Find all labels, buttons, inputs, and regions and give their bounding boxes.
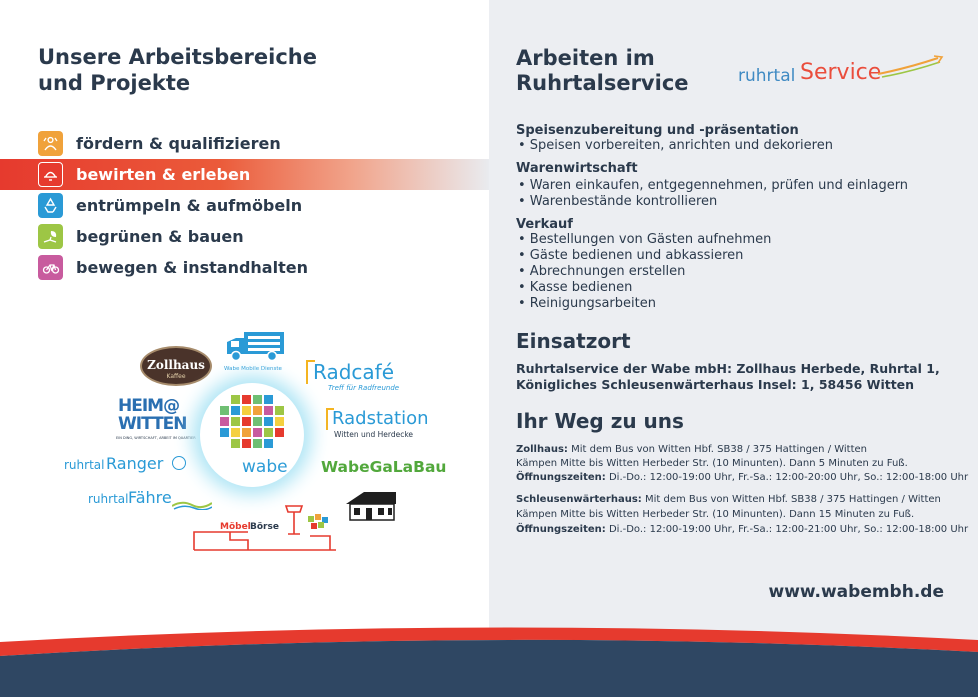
area-item-foerdern xyxy=(0,128,489,159)
zollhaus-logo-sub: Kaffee xyxy=(166,373,186,380)
schleuse-hours xyxy=(516,522,968,537)
mobile-dienste-text: Wabe Mobile Dienste xyxy=(224,366,282,372)
section-heading: Speisenzubereitung und -präsentation xyxy=(516,123,799,138)
globe-tile xyxy=(253,417,262,426)
boerse-text: Börse xyxy=(250,522,279,532)
radcafe-text: Radcafé xyxy=(313,360,395,384)
einsatzort-line2: Königliches Schleusenwärterhaus Insel: 1, 58456 Witten xyxy=(516,377,915,392)
radstation-sub: Witten und Herdecke xyxy=(334,430,414,439)
radcafe-sub: Treff für Radfreunde xyxy=(328,384,400,392)
ranger-prefix: ruhrtal xyxy=(64,458,105,472)
zollhaus-logo-text: Zollhaus xyxy=(147,358,205,372)
brand-prefix: ruhrtal xyxy=(738,66,796,86)
area-item-begruenen xyxy=(0,221,489,252)
globe-tile xyxy=(275,417,284,426)
area-label: bewegen & instandhalten xyxy=(76,258,308,277)
area-label: bewirten & erleben xyxy=(76,165,251,184)
globe-tile xyxy=(253,406,262,415)
radcafe-logo xyxy=(306,360,406,396)
heimat-witten-logo xyxy=(116,396,196,444)
heimat-text: HEIM@ xyxy=(118,396,180,416)
globe-tile xyxy=(264,428,273,437)
globe-tile xyxy=(231,428,240,437)
globe-tile xyxy=(231,406,240,415)
zollhaus-route-line2: Kämpen Mitte bis Witten Herbeder Str. (10 Minunten). Dann 5 Minuten zu Fuß. xyxy=(516,458,908,469)
area-list xyxy=(0,128,489,283)
area-label: entrümpeln & aufmöbeln xyxy=(76,196,303,215)
zollhaus-route-line1 xyxy=(516,442,867,457)
right-title-line1: Arbeiten im xyxy=(516,46,655,70)
schleuse-hours-text: Di.-Do.: 12:00-19:00 Uhr, Fr.-Sa.: 12:00-21:00 Uhr, So.: 12:00-18:00 Uhr xyxy=(605,524,969,535)
globe-tile xyxy=(253,439,262,448)
bicycle-icon xyxy=(38,255,63,280)
weg-title: Ihr Weg zu uns xyxy=(516,409,684,433)
section-item: • Speisen vorbereiten, anrichten und dekorieren xyxy=(518,138,833,153)
section-heading: Warenwirtschaft xyxy=(516,161,638,176)
people-growth-icon xyxy=(38,131,63,156)
truck-icon xyxy=(224,330,286,364)
mobile-dienste-logo xyxy=(224,330,292,376)
radstation-text: Radstation xyxy=(332,408,429,429)
globe-tile xyxy=(242,406,251,415)
ranger-text: Ranger xyxy=(106,454,164,473)
right-title xyxy=(516,46,689,96)
wabe-galabau-logo xyxy=(321,457,447,479)
swoosh-icon xyxy=(878,54,944,78)
section-heading: Verkauf xyxy=(516,217,573,232)
section-item: • Waren einkaufen, entgegennehmen, prüfen und einlagern xyxy=(518,178,909,193)
area-label: fördern & qualifizieren xyxy=(76,134,281,153)
plant-icon xyxy=(38,224,63,249)
witten-text: WITTEN xyxy=(118,414,187,434)
globe-tile xyxy=(264,417,273,426)
globe-tile xyxy=(275,406,284,415)
galabau-text: WabeGaLaBau xyxy=(321,458,447,476)
section-item: • Warenbestände kontrollieren xyxy=(518,194,718,209)
wabe-globe-icon xyxy=(216,393,290,451)
left-title-line2: und Projekte xyxy=(38,71,191,95)
zollhaus-hours-text: Di.-Do.: 12:00-19:00 Uhr, Fr.-Sa.: 12:00-20:00 Uhr, So.: 12:00-18:00 Uhr xyxy=(605,472,969,483)
schleuse-route-text: Mit dem Bus von Witten Hbf. SB38 / 375 Hattingen / Witten xyxy=(641,494,941,505)
globe-tile xyxy=(275,428,284,437)
website-link[interactable]: www.wabembh.de xyxy=(768,582,944,602)
heimat-sub: EIN DING, WIRTSCHAFT, ARBEIT IM QUARTIER xyxy=(116,436,196,440)
recycle-icon xyxy=(38,193,63,218)
globe-tile xyxy=(264,395,273,404)
right-title-line2: Ruhrtalservice xyxy=(516,71,689,95)
brand-text: Service xyxy=(800,60,882,85)
section-item: • Abrechnungen erstellen xyxy=(518,264,686,279)
globe-tile xyxy=(253,428,262,437)
schleuse-label: Schleusenwärterhaus: xyxy=(516,494,642,505)
oeffnung-label: Öffnungszeiten: xyxy=(516,524,606,535)
area-item-bewegen xyxy=(0,252,489,283)
globe-tile xyxy=(242,395,251,404)
radstation-logo xyxy=(326,408,429,442)
globe-tile xyxy=(264,439,273,448)
left-title-line1: Unsere Arbeitsbereiche xyxy=(38,45,317,69)
globe-tile xyxy=(220,406,229,415)
schleuse-route-line2: Kämpen Mitte bis Witten Herbeder Str. (10 Minunten). Dann 15 Minuten zu Fuß. xyxy=(516,509,915,520)
schleuse-route-line1 xyxy=(516,492,941,507)
area-item-bewirten xyxy=(0,159,489,190)
moebel-text: Möbel xyxy=(220,522,251,532)
globe-tile xyxy=(242,439,251,448)
zollhaus-hours xyxy=(516,470,968,485)
section-item: • Reinigungsarbeiten xyxy=(518,296,656,311)
globe-tile xyxy=(231,395,240,404)
moebel-boerse-logo xyxy=(190,504,338,554)
globe-tile xyxy=(253,395,262,404)
left-title xyxy=(38,44,317,96)
area-item-entruempeln xyxy=(0,190,489,221)
zollhaus-route-text: Mit dem Bus von Witten Hbf. SB38 / 375 Hattingen / Witten xyxy=(567,444,868,455)
section-item: • Bestellungen von Gästen aufnehmen xyxy=(518,232,772,247)
serving-icon xyxy=(38,162,63,187)
faehre-text: Fähre xyxy=(128,488,172,507)
oeffnung-label: Öffnungszeiten: xyxy=(516,472,606,483)
einsatzort-line1: Ruhrtalservice der Wabe mbH: Zollhaus Herbede, Ruhrtal 1, xyxy=(516,361,940,376)
section-item: • Kasse bedienen xyxy=(518,280,633,295)
globe-tile xyxy=(220,428,229,437)
zollhaus-logo xyxy=(140,346,212,386)
wabe-logo-text: wabe xyxy=(242,457,288,477)
faehre-prefix: ruhrtal xyxy=(88,492,129,506)
globe-tile xyxy=(231,417,240,426)
globe-tile xyxy=(231,439,240,448)
globe-tile xyxy=(242,428,251,437)
area-label: begrünen & bauen xyxy=(76,227,244,246)
globe-tile xyxy=(242,417,251,426)
section-item: • Gäste bedienen und abkassieren xyxy=(518,248,744,263)
einsatzort-title: Einsatzort xyxy=(516,329,631,353)
globe-tile xyxy=(220,417,229,426)
schleusenhaus-icon xyxy=(344,490,398,522)
ranger-emblem-icon xyxy=(172,456,186,470)
zollhaus-label: Zollhaus: xyxy=(516,444,568,455)
footer-wave xyxy=(0,612,978,697)
ruhrtal-ranger-logo xyxy=(64,454,188,478)
globe-tile xyxy=(264,406,273,415)
